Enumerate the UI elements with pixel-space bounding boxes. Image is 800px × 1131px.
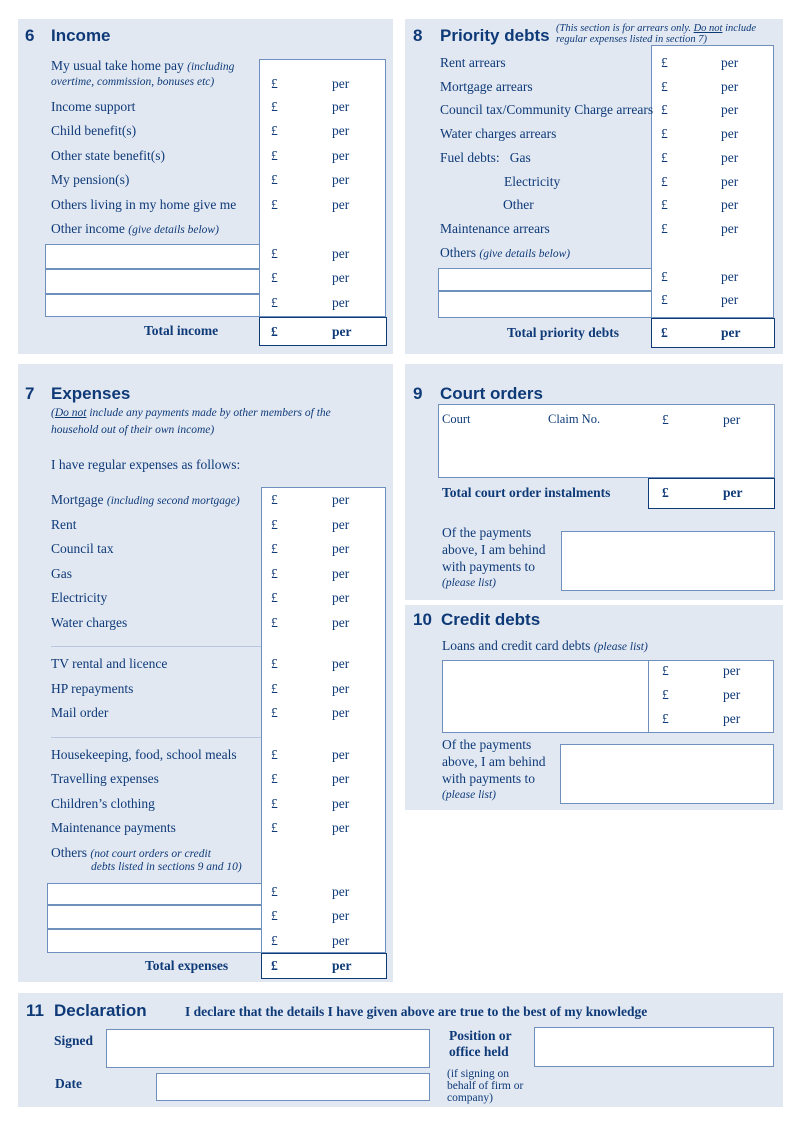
income-row-label: My pension(s) — [51, 172, 130, 187]
section-number: 7 — [25, 384, 35, 403]
expense-row-label: Maintenance payments — [51, 820, 176, 835]
per-label: per — [332, 705, 350, 720]
expense-row-label: HP repayments — [51, 681, 134, 696]
pound-sign: £ — [661, 126, 668, 141]
section-number: 8 — [413, 26, 423, 45]
per-label: per — [332, 324, 352, 339]
income-amount-column — [259, 59, 386, 317]
expense-row-label: Mail order — [51, 705, 109, 720]
date-label: Date — [55, 1076, 82, 1091]
pound-sign: £ — [661, 55, 668, 70]
per-label: per — [332, 747, 350, 762]
per-label: per — [721, 292, 739, 307]
per-label: per — [723, 663, 741, 678]
pound-sign: £ — [271, 197, 278, 212]
expense-row-label: Rent — [51, 517, 77, 532]
pound-sign: £ — [662, 687, 669, 702]
per-label: per — [723, 485, 743, 500]
priority-row-label: Mortgage arrears — [440, 79, 533, 94]
claim-number-column-header: Claim No. — [548, 412, 601, 426]
pound-sign: £ — [271, 517, 278, 532]
pound-sign: £ — [271, 908, 278, 923]
section-title: Expenses — [51, 384, 131, 403]
signature-field[interactable] — [106, 1029, 430, 1068]
expense-row-label: Gas — [51, 566, 72, 581]
per-label: per — [332, 958, 352, 973]
per-label: per — [332, 172, 350, 187]
total-priority-debts-field[interactable] — [651, 318, 775, 348]
pound-sign: £ — [661, 150, 668, 165]
per-label: per — [332, 566, 350, 581]
priority-row-label: Electricity — [504, 174, 561, 189]
pound-sign: £ — [271, 270, 278, 285]
position-label: Position or office held — [449, 1028, 512, 1059]
pound-sign: £ — [271, 615, 278, 630]
per-label: per — [332, 681, 350, 696]
pound-sign: £ — [271, 884, 278, 899]
pound-sign: £ — [271, 771, 278, 786]
expenses-amount-column — [261, 487, 386, 953]
income-other-label: Other income (give details below) — [51, 221, 219, 236]
per-label: per — [721, 102, 739, 117]
expenses-section — [18, 364, 393, 982]
pound-sign: £ — [271, 99, 278, 114]
section-title: Credit debts — [441, 610, 541, 629]
income-section — [18, 19, 393, 354]
total-expenses-label: Total expenses — [145, 958, 229, 973]
priority-others-detail-field[interactable] — [438, 291, 652, 318]
priority-row-label: Council tax/Community Charge arrears — [440, 102, 654, 117]
pound-sign: £ — [271, 295, 278, 310]
court-behind-label: Of the payments above, I am behind with payments to (please list) — [442, 525, 546, 589]
pound-sign: £ — [662, 711, 669, 726]
income-row-label: Others living in my home give me — [51, 197, 237, 212]
per-label: per — [332, 615, 350, 630]
credit-behind-label: Of the payments above, I am behind with payments to (please list) — [442, 737, 546, 801]
per-label: per — [332, 99, 350, 114]
per-label: per — [332, 656, 350, 671]
income-row-label: Income support — [51, 99, 136, 114]
group-divider — [51, 646, 261, 647]
expense-row-label: Housekeeping, food, school meals — [51, 747, 237, 762]
pound-sign: £ — [271, 566, 278, 581]
per-label: per — [721, 269, 739, 284]
pound-sign: £ — [271, 590, 278, 605]
priority-debts-section — [405, 19, 783, 354]
behalf-note: (if signing on behalf of firm or company) — [447, 1068, 524, 1104]
per-label: per — [332, 590, 350, 605]
priority-row-label: Other — [503, 197, 534, 212]
credit-debts-intro: Loans and credit card debts (please list) — [442, 638, 648, 653]
expenses-others-detail-field[interactable] — [47, 905, 262, 929]
position-field[interactable] — [534, 1027, 774, 1067]
section-title: Declaration — [54, 1001, 147, 1020]
expenses-others-label: Others (not court orders or credit — [51, 845, 211, 860]
pound-sign: £ — [661, 269, 668, 284]
per-label: per — [332, 246, 350, 261]
income-row-label: Child benefit(s) — [51, 123, 137, 138]
pound-sign: £ — [271, 148, 278, 163]
per-label: per — [721, 79, 739, 94]
expenses-others-note: debts listed in sections 9 and 10) — [91, 861, 242, 873]
per-label: per — [332, 820, 350, 835]
per-label: per — [332, 541, 350, 556]
pound-sign: £ — [271, 541, 278, 556]
per-label: per — [332, 270, 350, 285]
section-title: Income — [51, 26, 111, 45]
credit-debts-section — [405, 605, 783, 810]
per-label: per — [723, 687, 741, 702]
court-orders-section — [405, 364, 783, 600]
income-row-label: Other state benefit(s) — [51, 148, 165, 163]
per-label: per — [721, 197, 739, 212]
pound-sign: £ — [661, 197, 668, 212]
per-label: per — [332, 908, 350, 923]
pound-sign: £ — [271, 324, 278, 339]
pound-sign: £ — [271, 933, 278, 948]
per-label: per — [332, 123, 350, 138]
pound-sign: £ — [662, 412, 669, 427]
per-label: per — [723, 711, 741, 726]
expense-row-label: Travelling expenses — [51, 771, 159, 786]
expense-row-label: TV rental and licence — [51, 656, 168, 671]
expense-row-label: Council tax — [51, 541, 114, 556]
pound-sign: £ — [271, 492, 278, 507]
court-column-header: Court — [442, 412, 471, 426]
section-number: 10 — [413, 610, 432, 629]
priority-amount-column — [651, 45, 774, 318]
pound-sign: £ — [271, 656, 278, 671]
other-income-detail-field[interactable] — [45, 269, 260, 294]
per-label: per — [332, 295, 350, 310]
expenses-note: (Do not include any payments made by other members of the household out of their own income) — [51, 407, 331, 436]
expenses-others-detail-field[interactable] — [47, 929, 262, 953]
per-label: per — [332, 796, 350, 811]
section-number: 6 — [25, 26, 35, 45]
pound-sign: £ — [271, 820, 278, 835]
total-expenses-field[interactable] — [261, 953, 387, 979]
other-income-detail-field[interactable] — [45, 294, 260, 317]
section-title: Priority debts — [440, 26, 550, 45]
group-divider — [51, 737, 261, 738]
credit-behind-field[interactable] — [560, 744, 774, 804]
pound-sign: £ — [271, 123, 278, 138]
per-label: per — [332, 197, 350, 212]
pound-sign: £ — [271, 681, 278, 696]
per-label: per — [332, 933, 350, 948]
per-label: per — [723, 412, 741, 427]
priority-row-label: Rent arrears — [440, 55, 506, 70]
priority-row-label: Fuel debts: Gas — [440, 150, 531, 165]
total-priority-debts-label: Total priority debts — [507, 325, 620, 340]
per-label: per — [332, 517, 350, 532]
per-label: per — [721, 221, 739, 236]
pound-sign: £ — [271, 246, 278, 261]
per-label: per — [332, 771, 350, 786]
pound-sign: £ — [661, 325, 668, 340]
per-label: per — [332, 492, 350, 507]
section-title: Court orders — [440, 384, 543, 403]
pound-sign: £ — [271, 172, 278, 187]
expenses-others-detail-field[interactable] — [47, 883, 262, 905]
pound-sign: £ — [661, 102, 668, 117]
priority-row-label: Water charges arrears — [440, 126, 557, 141]
per-label: per — [721, 55, 739, 70]
priority-others-detail-field[interactable] — [438, 268, 652, 291]
priority-others-label: Others (give details below) — [440, 245, 571, 260]
per-label: per — [721, 150, 739, 165]
pound-sign: £ — [661, 79, 668, 94]
expense-row-label: Water charges — [51, 615, 128, 630]
court-behind-field[interactable] — [561, 531, 775, 591]
pound-sign: £ — [661, 292, 668, 307]
total-court-order-instalments-label: Total court order instalments — [442, 485, 611, 500]
declaration-statement: I declare that the details I have given above are true to the best of my knowledge — [185, 1004, 648, 1019]
priority-row-label: Maintenance arrears — [440, 221, 550, 236]
expense-row-label: Mortgage (including second mortgage) — [51, 492, 240, 507]
per-label: per — [332, 76, 350, 91]
expenses-intro: I have regular expenses as follows: — [51, 457, 241, 472]
expense-row-label: Electricity — [51, 590, 108, 605]
credit-debts-list-field[interactable] — [442, 660, 649, 733]
pound-sign: £ — [271, 747, 278, 762]
per-label: per — [721, 325, 741, 340]
total-income-label: Total income — [144, 323, 219, 338]
pound-sign: £ — [662, 663, 669, 678]
declaration-section — [18, 993, 783, 1107]
per-label: per — [721, 126, 739, 141]
expense-row-label: Children’s clothing — [51, 796, 155, 811]
per-label: per — [721, 174, 739, 189]
income-row-label: My usual take home pay (including — [51, 58, 235, 73]
section-number: 11 — [26, 1001, 44, 1020]
income-row-note: overtime, commission, bonuses etc) — [51, 76, 215, 88]
date-field[interactable] — [156, 1073, 430, 1101]
pound-sign: £ — [271, 76, 278, 91]
other-income-detail-field[interactable] — [45, 244, 260, 269]
pound-sign: £ — [271, 958, 278, 973]
section-number: 9 — [413, 384, 423, 403]
pound-sign: £ — [271, 796, 278, 811]
pound-sign: £ — [661, 221, 668, 236]
per-label: per — [332, 884, 350, 899]
per-label: per — [332, 148, 350, 163]
signed-label: Signed — [54, 1033, 94, 1048]
pound-sign: £ — [661, 174, 668, 189]
pound-sign: £ — [271, 705, 278, 720]
pound-sign: £ — [662, 485, 669, 500]
total-income-field[interactable] — [259, 317, 387, 346]
priority-debts-note: (This section is for arrears only. Do not include regular expenses listed in section 7) — [556, 23, 756, 45]
